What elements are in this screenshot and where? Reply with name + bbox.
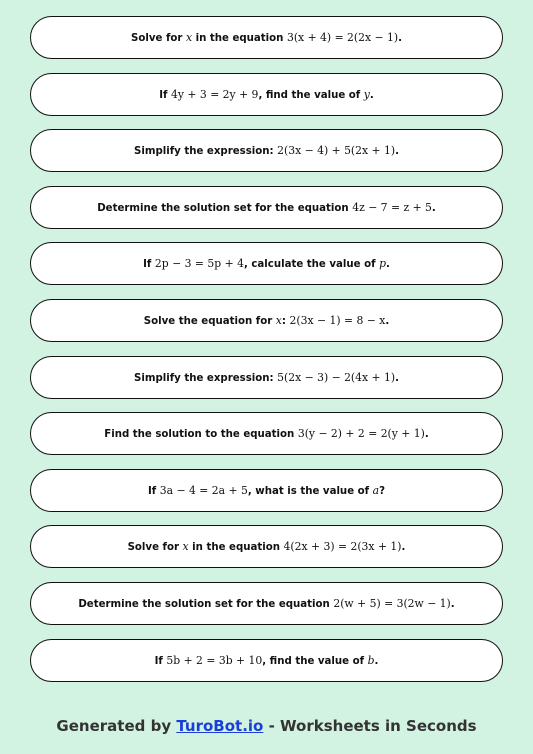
question-text-part: Determine the solution set for the equation [97, 202, 353, 214]
math-expression: 2(w + 5) = 3(2w − 1) [333, 596, 451, 610]
footer-suffix: - Worksheets in Seconds [263, 717, 477, 735]
question-card-1 [30, 16, 503, 59]
question-card-2 [30, 73, 503, 116]
math-expression: 4z − 7 = z + 5 [352, 200, 432, 214]
question-text-part: ? [379, 485, 385, 497]
question-text-part: . [395, 146, 399, 158]
question-text-part: , find the value of [258, 89, 364, 101]
question-text-part: in the equation [192, 33, 287, 44]
question-text-part: : [281, 315, 290, 327]
footer [0, 717, 533, 735]
question-text-part: Solve for [131, 33, 186, 44]
math-expression: 5(2x − 3) − 2(4x + 1) [277, 370, 396, 384]
question-card-6 [30, 299, 503, 342]
question-text [78, 597, 454, 610]
question-text-part: If [143, 259, 155, 271]
question-card-3 [30, 129, 503, 172]
question-text-part: . [395, 372, 399, 384]
question-card-4 [30, 186, 503, 229]
question-text-part: If [159, 89, 172, 101]
math-expression: 3a − 4 = 2a + 5 [159, 483, 248, 497]
question-card-5 [30, 242, 503, 285]
question-text [148, 484, 385, 497]
question-text [128, 540, 406, 553]
math-expression: 3(y − 2) + 2 = 2(y + 1) [297, 427, 425, 441]
question-text-part: Determine the solution set for the equation [78, 598, 334, 610]
math-expression: 4(2x + 3) = 2(3x + 1) [283, 540, 402, 554]
question-text-part: . [401, 542, 406, 554]
turobot-link[interactable]: TuroBot.io [176, 717, 264, 735]
question-text-part: Simplify the expression: [134, 146, 278, 158]
question-list [30, 16, 503, 695]
math-expression: 2p − 3 = 5p + 4 [154, 257, 244, 271]
question-text-part: . [385, 259, 390, 271]
question-text-part: . [431, 202, 436, 214]
question-text-part: Simplify the expression: [134, 372, 278, 384]
question-text [159, 88, 374, 101]
question-text-part: Find the solution to the equation [104, 429, 298, 441]
question-card-10 [30, 525, 503, 568]
question-text [155, 654, 379, 667]
question-text [131, 31, 402, 44]
math-expression: a [372, 483, 380, 497]
math-expression: x [275, 313, 282, 327]
footer-prefix: Generated by [56, 717, 177, 735]
question-text-part: . [385, 315, 390, 327]
question-text-part: . [369, 89, 374, 101]
question-text [104, 427, 429, 440]
question-text-part: If [154, 655, 167, 667]
question-text-part: . [398, 33, 402, 44]
question-card-9 [30, 469, 503, 512]
question-text-part: , find the value of [262, 655, 368, 667]
math-expression: x [185, 31, 193, 44]
question-text-part: . [450, 598, 455, 610]
question-text-part: . [374, 655, 379, 667]
question-text [134, 144, 399, 157]
math-expression: 3(x + 4) = 2(2x − 1) [286, 31, 399, 44]
question-text-part: in the equation [188, 542, 284, 554]
question-text-part: Solve the equation for [143, 315, 276, 327]
math-expression: 4y + 3 = 2y + 9 [171, 87, 259, 101]
math-expression: x [182, 540, 189, 554]
question-card-7 [30, 356, 503, 399]
question-text-part: Solve for [127, 542, 183, 554]
question-card-8 [30, 412, 503, 455]
question-text-part: . [424, 429, 429, 441]
math-expression: 2(3x − 1) = 8 − x [289, 313, 386, 327]
question-text-part: , what is the value of [247, 485, 373, 497]
math-expression: 5b + 2 = 3b + 10 [166, 653, 263, 667]
question-text-part: , calculate the value of [243, 259, 380, 271]
math-expression: y [363, 87, 370, 101]
question-card-12 [30, 639, 503, 682]
math-expression: p [379, 257, 386, 271]
question-text [97, 201, 436, 214]
question-text-part: If [148, 485, 160, 497]
math-expression: b [367, 653, 375, 667]
math-expression: 2(3x − 4) + 5(2x + 1) [277, 144, 396, 158]
question-card-11 [30, 582, 503, 625]
question-text [134, 371, 399, 384]
question-text [144, 314, 389, 327]
question-text [143, 257, 390, 270]
